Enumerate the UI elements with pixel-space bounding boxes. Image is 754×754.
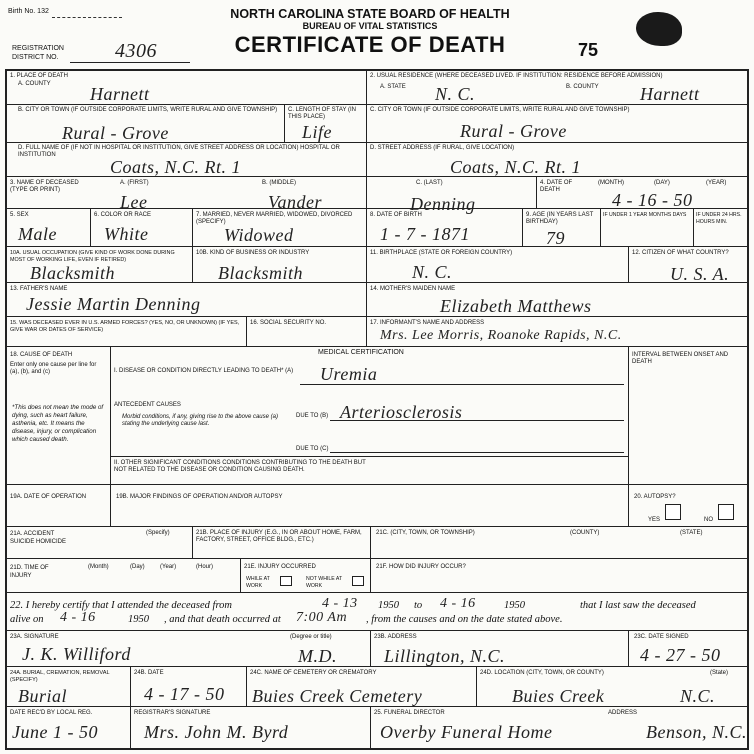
rule — [330, 452, 624, 453]
date-signed-label: 23C. DATE SIGNED — [634, 634, 689, 640]
rule — [192, 246, 193, 282]
rule — [628, 630, 629, 666]
rule — [130, 706, 131, 750]
burial-state: N.C. — [680, 686, 716, 706]
rule — [536, 176, 537, 208]
time-month-label: (Month) — [88, 564, 109, 570]
res-state-label: A. STATE — [380, 84, 406, 90]
rule — [6, 706, 748, 707]
date-death-label: 4. DATE OF DEATH — [540, 180, 573, 193]
under-24-hrs-label: IF UNDER 24 HRS. HOURS MIN. — [696, 212, 742, 225]
rule — [367, 104, 748, 105]
funeral-director: Overby Funeral Home — [380, 722, 553, 742]
race: White — [104, 224, 149, 244]
immediate-label: I. DISEASE OR CONDITION DIRECTLY LEADING TO DEATH* (A) — [114, 368, 294, 374]
business-label: 10B. KIND OF BUSINESS OR INDUSTRY — [196, 250, 310, 256]
cert-text-4: , from the causes and on the date stated above. — [366, 614, 563, 625]
degree: M.D. — [298, 646, 337, 666]
marital-label: 7. MARRIED, NEVER MARRIED, WIDOWED, DIVORCED (SPECIFY) — [196, 212, 353, 225]
citizen-label: 12. CITIZEN OF WHAT COUNTRY? — [632, 250, 729, 256]
rule — [6, 484, 748, 485]
rule — [370, 526, 371, 558]
op-findings-label: 19B. MAJOR FINDINGS OF OPERATION AND/OR AUTOPSY — [116, 494, 283, 500]
pod-stay: Life — [302, 122, 333, 142]
rule — [6, 208, 748, 209]
address-label: 23B. ADDRESS — [374, 634, 417, 640]
dob-label: 8. DATE OF BIRTH — [370, 212, 422, 218]
burial-location: Buies Creek — [512, 686, 605, 706]
rule — [300, 384, 624, 385]
funeral-director-label: 25. FUNERAL DIRECTOR — [374, 710, 445, 716]
autopsy-label: 20. AUTOPSY? — [634, 494, 676, 500]
rule — [110, 484, 111, 526]
alive-date: 4 - 16 — [60, 610, 96, 625]
registrar-signature: Mrs. John M. Byrd — [144, 722, 289, 742]
rule — [6, 666, 748, 667]
injury-time-label: 21D. TIME OF INJURY — [10, 565, 49, 579]
time-hour-label: (Hour) — [196, 564, 214, 570]
bureau-name: BUREAU OF VITAL STATISTICS — [302, 21, 438, 31]
marital-status: Widowed — [224, 225, 294, 245]
rule — [6, 246, 748, 247]
business: Blacksmith — [218, 263, 303, 283]
pod-hospital-label: D. FULL NAME OF (IF NOT IN HOSPITAL OR INSTITUTION, GIVE STREET ADDRESS OR LOCATION) HOSPITAL OR INSTITUTION — [18, 145, 340, 158]
citizen: U. S. A. — [670, 264, 730, 284]
rule — [6, 282, 748, 283]
immediate-cause: Uremia — [320, 364, 378, 384]
armed-forces-label: 15. WAS DECEASED EVER IN U.S. ARMED FORCES? (YES, NO, OR UNKNOWN) (IF YES, GIVE WAR OR DATES OF SERVICE) — [10, 320, 240, 333]
rule — [600, 208, 601, 246]
first-name: Lee — [120, 192, 148, 212]
date-signed: 4 - 27 - 50 — [640, 645, 721, 665]
specify-label: (Specify) — [146, 530, 170, 536]
place-of-death-label: 1. PLACE OF DEATH — [10, 73, 68, 79]
rule — [246, 666, 247, 706]
burial-state-label: (State) — [710, 670, 729, 676]
cert-text-2: that I last saw the deceased — [580, 600, 696, 611]
cert-year-2: 1950 — [504, 600, 525, 611]
last-label: C. (LAST) — [416, 180, 443, 186]
rule — [330, 420, 624, 421]
date-of-death: 4 - 16 - 50 — [612, 190, 693, 210]
signature-label: 23A. SIGNATURE — [10, 634, 59, 640]
how-label: 21F. HOW DID INJURY OCCUR? — [376, 564, 466, 570]
cert-year-1: 1950 — [378, 600, 399, 611]
ink-blot — [636, 12, 682, 46]
rule — [6, 526, 748, 527]
occupation-label: 10A. USUAL OCCUPATION (GIVE KIND OF WORK DONE DURING MOST OF WORKING LIFE, EVEN IF RETIRED) — [10, 250, 175, 263]
first-label: A. (FIRST) — [120, 180, 149, 186]
rule — [192, 526, 193, 558]
rule — [110, 346, 111, 484]
autopsy-yes-checkbox[interactable] — [665, 504, 681, 520]
medical-cert-label: MEDICAL CERTIFICATION — [318, 349, 404, 356]
physician-signature: J. K. Williford — [22, 644, 131, 664]
cert-from-date: 4 - 13 — [322, 596, 358, 611]
rule — [628, 346, 629, 484]
sex-label: 5. SEX — [10, 212, 29, 218]
name-label: 3. NAME OF DECEASED (TYPE OR PRINT) — [10, 180, 79, 193]
res-city: Rural - Grove — [460, 121, 567, 141]
rule — [6, 104, 366, 105]
mother-label: 14. MOTHER'S MAIDEN NAME — [370, 286, 456, 292]
father-name: Jessie Martin Denning — [26, 294, 201, 314]
ssn-label: 16. SOCIAL SECURITY NO. — [250, 320, 327, 326]
informant: Mrs. Lee Morris, Roanoke Rapids, N.C. — [380, 328, 622, 343]
day-label: (DAY) — [654, 180, 670, 186]
while-work-checkbox[interactable] — [280, 576, 292, 586]
middle-label: B. (MIDDLE) — [262, 180, 297, 186]
rule — [240, 558, 241, 592]
rule — [130, 666, 131, 706]
cert-to-date: 4 - 16 — [440, 596, 476, 611]
cert-text-1: 22. I hereby certify that I attended the deceased from — [10, 600, 232, 611]
res-county-label: B. COUNTY — [566, 84, 599, 90]
under-1-year-label: IF UNDER 1 YEAR MONTHS DAYS — [603, 212, 687, 218]
rule — [367, 142, 748, 143]
cause-instructions: Enter only one cause per line for (a), (b), and (c) — [10, 362, 97, 375]
cemetery-label: 24C. NAME OF CEMETERY OR CREMATORY — [250, 670, 377, 676]
cause-label: 18. CAUSE OF DEATH — [10, 352, 73, 358]
op-date-label: 19A. DATE OF OPERATION — [10, 494, 87, 500]
other-conditions-label: II. OTHER SIGNIFICANT CONDITIONS CONDITIONS CONTRIBUTING TO THE DEATH BUT NOT RELATED TO THE DISEASE OR CONDITION CAUSING DEATH. — [114, 460, 366, 473]
degree-label: (Degree or title) — [290, 634, 332, 640]
burial-label: 24A. BURIAL, CREMATION, REMOVAL (SPECIFY) — [10, 670, 110, 683]
date-of-birth: 1 - 7 - 1871 — [380, 224, 470, 244]
death-time: 7:00 Am — [296, 610, 348, 625]
date-received: June 1 - 50 — [12, 722, 98, 742]
mother-name: Elizabeth Matthews — [440, 296, 592, 316]
rule — [6, 142, 366, 143]
location-label: 24D. LOCATION (CITY, TOWN, OR COUNTY) — [480, 670, 604, 676]
birth-number-underline — [52, 17, 122, 18]
birth-number-label: Birth No. 132 — [8, 8, 49, 15]
rule — [90, 208, 91, 246]
time-day-label: (Day) — [130, 564, 145, 570]
district-underline — [70, 62, 190, 63]
rule — [370, 558, 371, 592]
physician-address: Lillington, N.C. — [384, 646, 506, 666]
pod-county-label: A. COUNTY — [18, 81, 51, 87]
fd-address: Benson, N.C. — [646, 722, 748, 742]
informant-label: 17. INFORMANT'S NAME AND ADDRESS — [370, 320, 485, 326]
accident-label: 21A. ACCIDENT SUICIDE HOMICIDE — [10, 531, 67, 545]
pod-county: Harnett — [90, 84, 150, 104]
injury-state-label: (STATE) — [680, 530, 703, 536]
middle-name: Vander — [268, 192, 322, 212]
pod-city: Rural - Grove — [62, 123, 169, 143]
res-city-label: C. CITY OR TOWN (IF OUTSIDE CORPORATE LIMITS, WRITE RURAL AND GIVE TOWNSHIP) — [370, 107, 630, 113]
not-work-checkbox[interactable] — [352, 576, 364, 586]
while-work-label: WHILE AT WORK — [246, 576, 270, 589]
sex: Male — [18, 224, 57, 244]
autopsy-no-checkbox[interactable] — [718, 504, 734, 520]
cause-note: *This does not mean the mode of dying, such as heart failure, asthenia, etc. It means the disease, injury, or complication which caused death. — [12, 404, 104, 443]
rule — [6, 558, 748, 559]
rule — [110, 456, 628, 457]
rule — [628, 246, 629, 282]
due-to-b-label: DUE TO (B) — [296, 413, 329, 419]
month-label: (MONTH) — [598, 180, 624, 186]
injury-place-label: 21B. PLACE OF INJURY (E.G., IN OR ABOUT HOME, FARM, FACTORY, STREET, OFFICE BLDG., ETC.) — [196, 530, 362, 543]
rule — [370, 706, 371, 750]
rule — [6, 592, 748, 593]
fd-address-label: ADDRESS — [608, 710, 638, 716]
injury-city-label: 21C. (CITY, TOWN, OR TOWNSHIP) — [376, 530, 475, 536]
burial-date: 4 - 17 - 50 — [144, 684, 225, 704]
cert-year-3: 1950 — [128, 614, 149, 625]
pod-stay-label: C. LENGTH OF STAY (IN THIS PLACE) — [288, 107, 357, 120]
burial-type: Burial — [18, 686, 68, 706]
birthplace-label: 11. BIRTHPLACE (STATE OR FOREIGN COUNTRY) — [370, 250, 513, 256]
rule — [628, 484, 629, 526]
alive-on-label: alive on — [10, 614, 44, 625]
cemetery: Buies Creek Cemetery — [252, 686, 423, 706]
father-label: 13. FATHER'S NAME — [10, 286, 68, 292]
last-name: Denning — [410, 194, 476, 214]
certificate-number: 75 — [578, 40, 599, 60]
autopsy-yes-label: YES — [648, 517, 661, 523]
injury-county-label: (COUNTY) — [570, 530, 600, 536]
not-work-label: NOT WHILE AT WORK — [306, 576, 343, 589]
board-name: NORTH CAROLINA STATE BOARD OF HEALTH — [230, 7, 510, 21]
pod-city-label: B. CITY OR TOWN (IF OUTSIDE CORPORATE LIMITS, WRITE RURAL AND GIVE TOWNSHIP) — [18, 107, 278, 113]
rule — [6, 630, 748, 631]
district-number: 4306 — [115, 40, 157, 62]
rule — [370, 630, 371, 666]
rule — [6, 346, 748, 347]
cert-text-3: , and that death occurred at — [164, 614, 281, 625]
rule — [284, 104, 285, 142]
rule — [693, 208, 694, 246]
antecedent-label: ANTECEDENT CAUSES — [114, 402, 181, 408]
pod-hospital: Coats, N.C. Rt. 1 — [110, 157, 242, 177]
occurred-label: 21E. INJURY OCCURRED — [244, 564, 316, 570]
morbid-label: Morbid conditions, if any, giving rise to the above cause (a) stating the underlying cause last. — [122, 414, 278, 427]
rule — [6, 176, 748, 177]
res-street-label: D. STREET ADDRESS (IF RURAL, GIVE LOCATION) — [370, 145, 515, 151]
age: 79 — [546, 228, 565, 248]
interval-label: INTERVAL BETWEEN ONSET AND DEATH — [632, 352, 729, 365]
due-to-b: Arteriosclerosis — [340, 402, 463, 422]
time-year-label: (Year) — [160, 564, 177, 570]
rule — [6, 316, 748, 317]
rule — [246, 316, 247, 346]
rule — [522, 208, 523, 246]
district-label: DISTRICT NO. — [12, 54, 59, 61]
age-label: 9. AGE (IN YEARS LAST BIRTHDAY) — [526, 212, 594, 225]
res-street: Coats, N.C. Rt. 1 — [450, 157, 582, 177]
date-received-label: DATE REC'D BY LOCAL REG. — [10, 710, 93, 716]
due-to-c-label: DUE TO (C) — [296, 446, 329, 452]
year-label: (YEAR) — [706, 180, 727, 186]
rule — [192, 208, 193, 246]
rule — [476, 666, 477, 706]
registrar-label: REGISTRAR'S SIGNATURE — [134, 710, 211, 716]
residence-label: 2. USUAL RESIDENCE (WHERE DECEASED LIVED. IF INSTITUTION: RESIDENCE BEFORE ADMISSION) — [370, 73, 663, 79]
birthplace: N. C. — [412, 262, 453, 282]
registration-label: REGISTRATION — [12, 45, 64, 52]
res-state: N. C. — [435, 84, 476, 104]
occupation: Blacksmith — [30, 263, 115, 283]
autopsy-no-label: NO — [704, 517, 713, 523]
burial-date-label: 24B. DATE — [134, 670, 164, 676]
cert-to-label: to — [414, 600, 423, 611]
res-county: Harnett — [640, 84, 700, 104]
race-label: 6. COLOR OR RACE — [94, 212, 152, 218]
certificate-title: CERTIFICATE OF DEATH — [234, 32, 506, 57]
